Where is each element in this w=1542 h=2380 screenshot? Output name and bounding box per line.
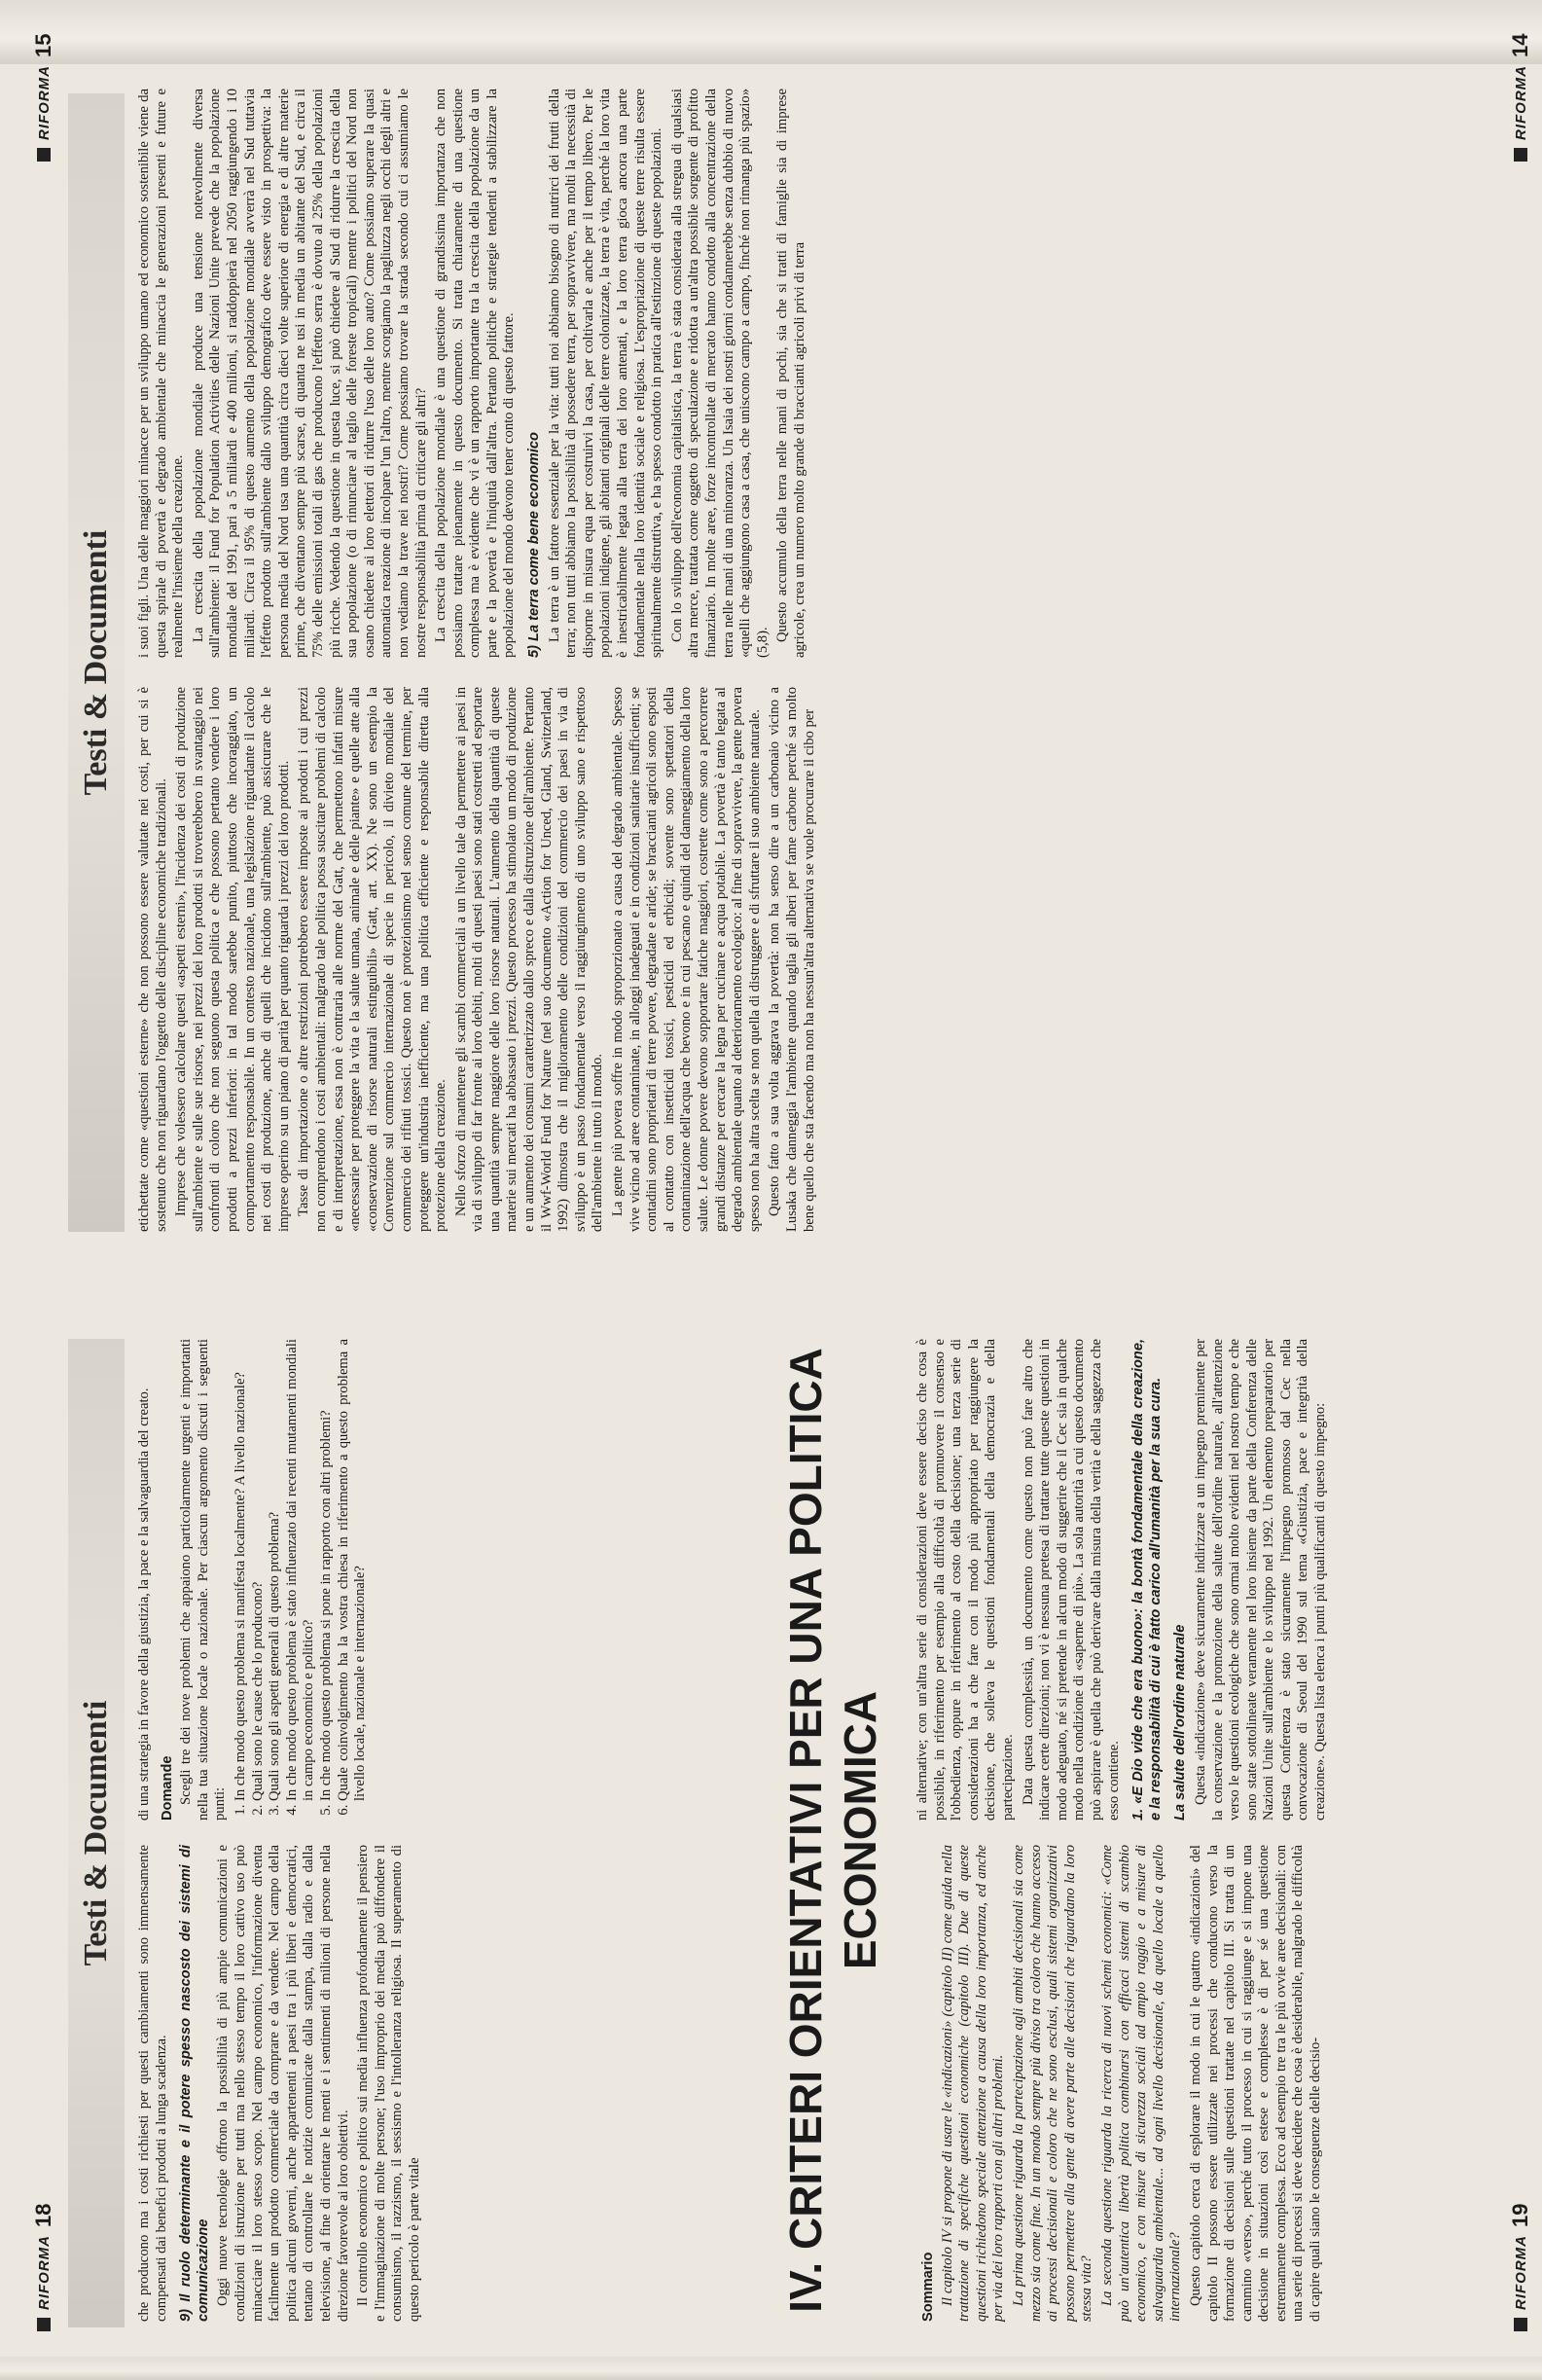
subheading: 1. «E Dio vide che era buono»: la bontà fondamentale della creazione, e la responsabilità di cui è fatto carico all'umanità per la sua cura.: [1130, 1339, 1164, 1821]
paragraph: La prima questione riguarda la partecipazione agli ambiti decisionali sia come mezzo sia come fine. In un mondo sempre più diviso tra coloro che hanno accesso ai processi decisionali e coloro che ne sono esclusi, quali sistemi organizzativi possono permettere alla gente di avere parte alle decisioni che riguardano la loro stessa vita?: [1010, 1845, 1095, 2322]
subheading: 9) Il ruolo determinante e il potere spesso nascosto dei sistemi di comunicazione: [178, 1845, 211, 2322]
list-item: 5. In che modo questo problema si pone in rapporto con altri problemi?: [318, 1339, 336, 1801]
page-number: 18: [31, 2203, 55, 2227]
square-bullet-icon: [37, 2318, 51, 2331]
paragraph: ni alternative; con un'altra serie di considerazioni deve essere deciso che cosa è possibile, in riferimento per esempio alla difficoltà di promuovere il consenso e l'obbedienza, oppure in riferimento al costo della decisione; una terza serie di considerazioni ha a che fare con il modo più appropriato per raggiungere la decisione, che solleva le questioni fondamentali della democrazia e della partecipazione.: [914, 1339, 1016, 1821]
paragraph: La crescita della popolazione mondiale produce una tensione notevolmente diversa sull'ambiente: il Fund for Population Activities delle Nazioni Unite prevede che la popolazione mondiale del 1991, pari a 5 miliardi e 400 milioni, si raddoppierà nel 2050 raggiungendo i 10 miliardi. Circa il 95% di questo aumento della popolazione mondiale avverrà nel Sud tuttavia l'effetto prodotto sull'ambiente dallo sviluppo demografico deve essere visto in prospettiva: la persona media del Nord usa una quantità circa dieci volte superiore di energia e di altre materie prime, che diventano sempre più scarse, di quanta ne usi in media un abitante del Sud, e circa il 75% delle emissioni totali di gas che producono l'effetto serra è dovuto al 25% della popolazioni più ricche. Vedendo la questione in questa luce, si può chiedere al Sud di ridurre la crescita della sua popolazione (o di rinunciare al taglio delle foreste tropicali) mentre i politici del Nord non osano chiedere ai loro elettori di ridurre l'uso delle loro auto? Come possiamo superare la quasi automatica reazione di incolpare l'un l'altro, mentre scorgiamo la pagliuzza negli occhi degli altri e non vediamo la trave nei nostri? Come possiamo trovare la strada secondo cui ci assumiamo le nostre responsabilità prima di criticare gli altri?: [190, 89, 429, 658]
subheading: La salute dell'ordine naturale: [1172, 1624, 1189, 1821]
page-label: RIFORMA: [1512, 2235, 1529, 2310]
paragraph: Imprese che volessero calcolare questi «aspetti esterni», l'incidenza dei costi di produzione sull'ambiente e sulle sue risorse, nei prezzi dei loro prodotti si troverebbero in svantaggio nei confronti di coloro che non seguono questa politica e che possono pertanto vendere i loro prodotti a prezzi inferiori: in tal modo sarebbe punito, piuttosto che incoraggiato, un comportamento responsabile. In un contesto nazionale, una legislazione riguardante il calcolo nei costi di produzione, anche di quelli che incidono sull'ambiente, può assicurare che le imprese operino su un piano di parità per quanto riguarda i prezzi dei loro prodotti.: [173, 687, 292, 1232]
page-header-right: [29, 34, 58, 162]
page-number: 15: [31, 33, 55, 57]
spine-shadow-right: [0, 0, 1542, 64]
subheading: 5) La terra come bene economico: [526, 432, 543, 658]
spine-shadow: [0, 2357, 1542, 2380]
square-bullet-icon: [37, 148, 51, 162]
paragraph: Questo accumulo della terra nelle mani di pochi, sia che si tratti di famiglie sia di imprese agricole, crea un numero molto grande di braccianti agricoli privi di terra: [774, 89, 807, 658]
paragraph: Nello sforzo di mantenere gli scambi commerciali a un livello tale da permettere ai paesi in via di sviluppo di far fronte ai loro debiti, molti di questi paesi sono stati costretti ad esportare una quantità sempre maggiore delle loro risorse naturali. L'aumento della quantità di queste materie sui mercati ha abbassato i prezzi. Questo processo ha stimolato un modo di produzione e un aumento dei consumi caratterizzato dallo spreco e dalla distruzione dell'ambiente. Pertanto il Wwf-World Fund for Nature (nel suo documento «Action for Unced, Gland, Switzerland, 1992) dimostra che il miglioramento delle condizioni del commercio dei paesi in via di sviluppo è un passo fondamentale verso il raggiungimento di uno sviluppo sano e rispettoso dell'ambiente in tutto il mondo.: [452, 687, 606, 1232]
questions-list: [233, 1339, 370, 1821]
paragraph: di una strategia in favore della giustizia, la pace e la salvaguardia del creato.: [136, 1388, 152, 1821]
paragraph: etichettate come «questioni esterne» che non possono essere valutate nei costi, per cui si è sostenuto che non riguardano l'oggetto delle discipline economiche tradizionali.: [136, 687, 169, 1232]
paragraph: i suoi figli. Una delle maggiori minacce per un sviluppo umano ed economico sostenibile viene da questa spirale di povertà e degrado ambientale che minaccia le generazioni presenti e future e realmente l'insieme della creazione.: [136, 89, 187, 658]
band-title: Testi & Documenti: [78, 1700, 114, 1966]
subheading: Domande: [159, 1755, 175, 1821]
paragraph: che producono ma i costi richiesti per questi cambiamenti sono immensamente compensati dai benefici prodotti a lunga scadenza.: [136, 1845, 169, 2322]
right-column-1: [136, 687, 821, 1232]
paragraph: La gente più povera soffre in modo sproporzionato a causa del degrado ambientale. Spesso vive vicino ad aree contaminate, in alloggi inadeguati e in condizioni sanitarie insufficienti; se contadini sono proprietari di terre povere, degradate e aride; se braccianti agricoli sono esposti al contatto con insetticidi tossici, pesticidi ed erbicidi; sovente sono spettatori della contaminazione dell'acqua che bevono e in cui pescano e quindi del danneggiamento della loro salute. Le donne povere devono sopportare fatiche maggiori, costrette come sono a percorrere grandi distanze per cercare la legna per cucinare e acqua potabile. La povertà è tanto legata al degrado ambientale quanto al deterioramento ecologico: al fine di sopravvivere, la gente povera spesso non ha altra scelta se non quella di distruggere e di sfruttare il suo ambiente naturale.: [610, 687, 763, 1232]
paragraph: La crescita della popolazione mondiale è una questione di grandissima importanza che non possiamo trattare pienamente in questo documento. Si tratta chiaramente di una questione complessa ma è evidente che vi è un rapporto importante tra la crescita della popolazione da un parte e la povertà e l'iniquità dall'altra. Pertanto politiche e strategie tendenti a stabilizzare la popolazione del mondo devono tener conto di questo fattore.: [433, 89, 518, 658]
list-item: 3. Quali sono gli aspetti generali di questo problema?: [267, 1339, 284, 1801]
subheading: Sommario: [920, 2252, 936, 2322]
paragraph: Data questa complessità, un documento come questo non può fare altro che indicare certe direzioni; non vi è nessuna pretesa di trattare tutte queste questioni in modo adeguato, né si pretende in alcun modo di suggerire che il Cec sia in qualche modo nella condizione di «saperne di più». La sola autorità a cui questo documento può aspirare è quella che può derivare dalla misura della verità e della saggezza che esso contiene.: [1020, 1339, 1122, 1821]
paragraph: Questa «indicazione» deve sicuramente indirizzare a un impegno preminente per la conservazione e la promozione della salute dell'ordine naturale, all'attenzione verso le questioni ecologiche che sono ormai molto evidenti nel nostro tempo e che sono state sottolineate veramente nel loro insieme da parte della Conferenza delle Nazioni Unite sull'ambiente e lo sviluppo nel 1992. Un elemento preparatorio per questa Conferenza è stato sicuramente l'impegno promosso dal Cec nella convocazione di Seoul del 1990 sul tema «Giustizia, pace e integrità della creazione». Questa lista elenca i punti più qualificanti di questo impegno:: [1192, 1339, 1329, 1821]
paragraph: Il capitolo IV si propone di usare le «indicazioni» (capitolo II) come guida nella trattazione di specifiche questioni economiche (capitolo III). Due di queste questioni richiedono speciale attenzione a causa della loro importanza, ed anche per via dei loro rapporti con gli altri problemi.: [939, 1845, 1007, 2322]
list-item: 1. In che modo questo problema si manifesta localmente? A livello nazionale?: [233, 1339, 250, 1801]
page-label: RIFORMA: [1512, 65, 1529, 140]
square-bullet-icon: [1514, 2318, 1527, 2331]
paragraph: Scegli tre dei nove problemi che appaiono particolarmente urgenti e importanti nella tua situazione locale o nazionale. Per ciascun argomento discuti i seguenti punti:: [178, 1339, 229, 1821]
summary-block: [940, 1845, 1185, 2322]
right-column-2: [136, 89, 812, 658]
paragraph: Con lo sviluppo dell'economia capitalistica, la terra è stata considerata alla stregua di qualsiasi altra merce, trattata come oggetto di speculazione e ridotta a un'altra possibile sorgente di profitto finanziario. In molte aree, forze incontrollate di mercato hanno condotto alla concentrazione della terra nelle mani di una minoranza. Un Isaia dei nostri giorni condannerebbe senza dubbio di nuovo «quelli che aggiungono casa a casa, che uniscono campo a campo, finché non rimanga più spazio» (5,8).: [668, 89, 771, 658]
page-footer-left: [1506, 2204, 1535, 2331]
paragraph: La seconda questione riguarda la ricerca di nuovi schemi economici: «Come può un'autentica libertà politica combinarsi con efficaci sistemi di scambio economico, e con misure di sicurezza sociali ad ampio raggio e a misure di salvaguardia ambientale... ad ogni livello decisionale, da quello locale a quello internazionale?: [1098, 1845, 1184, 2322]
page-label: RIFORMA: [35, 65, 53, 140]
list-item: 6. Quale coinvolgimento ha la vostra chiesa in riferimento a questo problema a livello locale, nazionale e internazionale?: [336, 1339, 370, 1801]
left-lower-column-1: [914, 1845, 1328, 2322]
paragraph: Il controllo economico e politico sui media influenza profondamente il pensiero e l'immaginazione di molte persone; l'uso improprio dei media può diffondere il consumismo, il razzismo, il sessismo e l'intolleranza religiosa. Il superamento di questo pericolo è parte vitale: [355, 1845, 422, 2322]
page-label: RIFORMA: [35, 2235, 53, 2310]
page-footer-right: [1506, 34, 1535, 162]
page-number: 14: [1508, 33, 1532, 57]
list-item: 4. In che modo questo problema è stato influenzato dai recenti mutamenti mondiali in campo economico e politico?: [284, 1339, 318, 1801]
section-title: IV. CRITERI ORIENTATIVI PER UNA POLITICA ECONOMICA: [780, 1348, 885, 2313]
band-title: Testi & Documenti: [78, 529, 114, 796]
left-column-1: [136, 1845, 427, 2322]
paragraph: Oggi nuove tecnologie offrono la possibilità di più ampie comunicazioni e condizioni di istruzione per tutti ma nello stesso tempo il loro cattivo uso può minacciare il loro stesso scopo. Nel campo economico, l'informazione diventa facilmente un prodotto commerciale da comprare e da vendere. Nel campo della politica alcuni governi, anche appartenenti a paesi tra i più liberi e democratici, tentano di controllare le notizie comunicate dalla stampa, dalla radio e dalla televisione, al fine di orientare le menti e i sentimenti di milioni di persone nella direzione favorevole ai loro obiettivi.: [215, 1845, 351, 2322]
paragraph: Tasse di importazione o altre restrizioni potrebbero essere imposte ai prodotti i cui prezzi non comprendono i costi ambientali: malgrado tale politica possa suscitare problemi di calcolo e di interpretazione, essa non è contraria alle norme del Gatt, che permettono infatti misure «necessarie per proteggere la vita e la salute umana, animale e delle piante» e quelle atte alla «conservazione di risorse naturali estinguibili» (Gatt, art. XX). Ne sono un esempio la Convenzione sul commercio internazionale di specie in pericolo, il divieto mondiale del commercio dei rifiuti tossici. Questo non è protezionismo nel senso comune del termine, per proteggere un'industria inefficiente, ma una politica efficiente e responsabile diretta alla protezione della creazione.: [296, 687, 449, 1232]
section-band-right: [68, 93, 125, 1232]
paragraph: Questo fatto a sua volta aggrava la povertà: non ha senso dire a un carbonaio vicino a Lusaka che danneggia l'ambiente quando taglia gli alberi per fame carbone perché sa molto bene quello che sta facendo ma non ha nessun'altra alternativa se vuole procurare il cibo per: [767, 687, 817, 1232]
square-bullet-icon: [1514, 148, 1527, 162]
left-column-2: [136, 1339, 374, 1821]
page-header-left: [29, 2204, 58, 2331]
paragraph: La terra è un fattore essenziale per la vita: tutti noi abbiamo bisogno di nutrirci dei frutti della terra; non tutti abbiamo la possibilità di possedere terra, per sopravvivere, ma molti la necessità di disporne in misura equa per costruirvi la casa, per coltivarla e anche per il tempo libero. Per le popolazioni indigene, gli abitanti originali delle terre colonizzate, la terra è vita, perché la loro vita è inestricabilmente legata alla terra dei loro antenati, e la loro terra gioca ancora una parte fondamentale nella loro identità sociale e religiosa. L'espropriazione di queste terre risulta essere spiritualmente distruttiva, e ha spesso condotto in pratica all'estinzione di queste popolazioni.: [546, 89, 665, 658]
left-lower-column-2: [914, 1339, 1333, 1821]
list-item: 2. Quali sono le cause che lo producono?: [250, 1339, 268, 1801]
paragraph: Questo capitolo cerca di esplorare il modo in cui le quattro «indicazioni» del capitolo II possono essere utilizzate nei processi che conducono verso la formazione di decisioni sulle questioni trattate nel capitolo III. Si tratta di un cammino «verso», perché tutto il processo in cui si raggiunge e si impone una decisione in situazioni così estese e complesse è di per sé una questione estremamente complessa. Ecco ad esempio tre tra le più ovvie aree decisionali: con una serie di processi si deve decidere che cosa è desiderabile, malgrado le difficoltà di capire quali siano le conseguenze delle decisio-: [1187, 1845, 1324, 2322]
page-number: 19: [1508, 2203, 1532, 2227]
section-band-left: [68, 1339, 125, 2327]
